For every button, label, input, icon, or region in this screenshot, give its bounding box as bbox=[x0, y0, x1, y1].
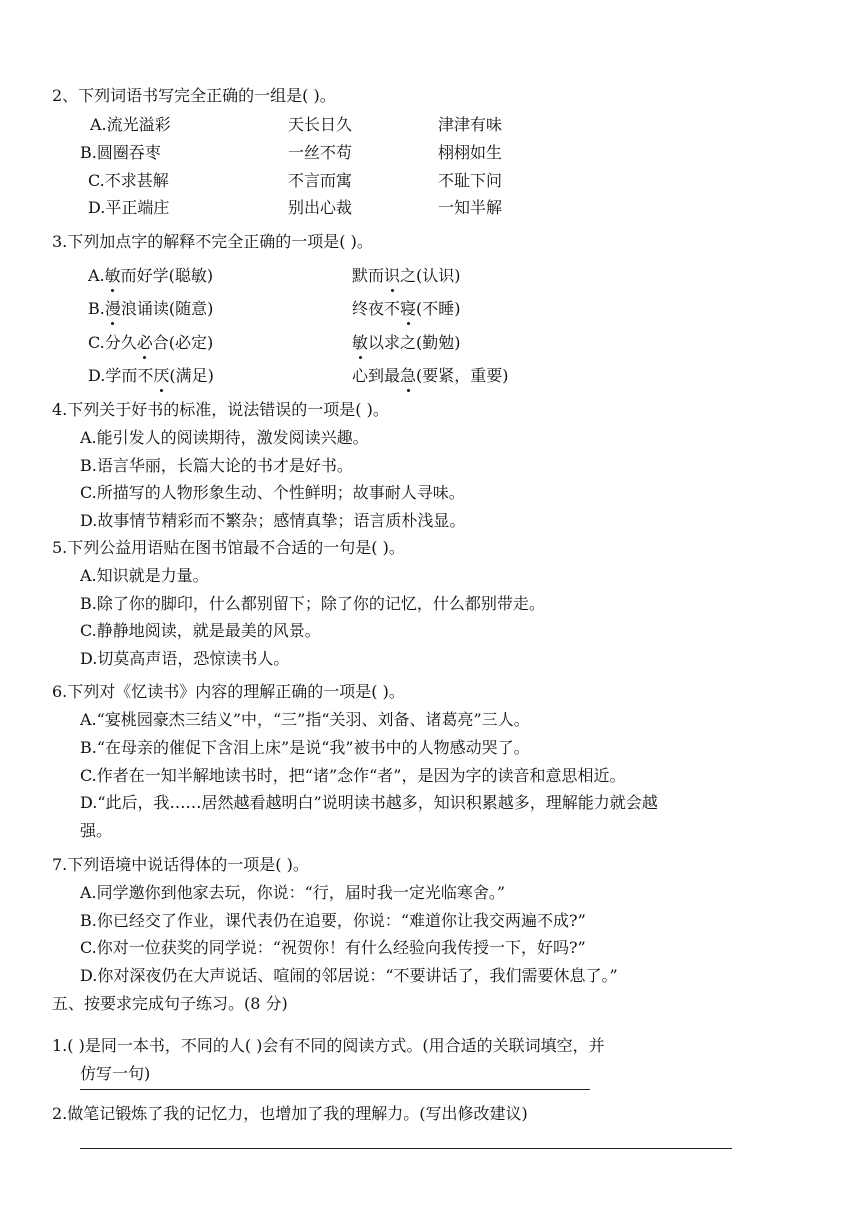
q2-b-2: 一丝不苟 bbox=[288, 143, 353, 162]
q3-b-left bbox=[88, 299, 213, 319]
q3-stem: 3.下列加点字的解释不完全正确的一项是( )。 bbox=[52, 232, 373, 251]
q5-stem: 5.下列公益用语贴在图书馆最不合适的一句是( )。 bbox=[52, 538, 405, 557]
q7-stem: 7.下列语境中说话得体的一项是( )。 bbox=[52, 855, 309, 874]
q2-a-2: 天长日久 bbox=[288, 115, 353, 134]
q2-b-3: 栩栩如生 bbox=[438, 143, 503, 162]
q3-a-rest: 而好学(聪敏) bbox=[120, 266, 214, 285]
s5-item1-line1: 1.( )是同一本书，不同的人( )会有不同的阅读方式。(用合适的关联词填空，并 bbox=[52, 1036, 605, 1055]
q3-a-left bbox=[88, 266, 213, 286]
q2-d-1: D.平正端庄 bbox=[88, 198, 170, 217]
q2-d-2: 别出心裁 bbox=[288, 198, 353, 217]
q4-stem: 4.下列关于好书的标准，说法错误的一项是( )。 bbox=[52, 400, 389, 419]
q3-d-label: D.学而不 bbox=[88, 366, 154, 385]
q3-c-label: C.分久 bbox=[88, 333, 137, 352]
q3-a-right-rest: 之(认识) bbox=[400, 266, 461, 285]
q2-b-1: B.圆圈吞枣 bbox=[80, 143, 161, 162]
q3-c-dotted-char: 必 bbox=[136, 333, 153, 352]
q2-d-3: 一知半解 bbox=[438, 198, 503, 217]
q7-option-b: B.你已经交了作业，课代表仍在追要，你说：“难道你让我交两遍不成?” bbox=[80, 911, 586, 930]
q3-c-right-rest: 以求之(勤勉) bbox=[368, 333, 461, 352]
q3-a-label: A. bbox=[88, 266, 105, 285]
q5-option-a: A.知识就是力量。 bbox=[80, 566, 209, 585]
s5-item2-answer-line[interactable] bbox=[80, 1148, 732, 1149]
q7-option-c: C.你对一位获奖的同学说：“祝贺你！有什么经验向我传授一下，好吗?” bbox=[80, 938, 586, 957]
q3-c-left bbox=[88, 333, 213, 353]
q3-a-right bbox=[352, 266, 461, 286]
q3-c-rest: 合(必定) bbox=[152, 333, 214, 352]
s5-item2-line1: 2.做笔记锻炼了我的记忆力，也增加了我的理解力。(写出修改建议) bbox=[52, 1104, 528, 1123]
q6-option-a: A.“宴桃园豪杰三结义”中，“三”指“关羽、刘备、诸葛亮”三人。 bbox=[80, 710, 530, 729]
q3-d-right-pre: 心到最 bbox=[352, 366, 401, 385]
q3-a-right-pre: 默而 bbox=[352, 266, 385, 285]
q3-b-label: B. bbox=[88, 299, 105, 318]
q6-option-d-cont: 强。 bbox=[80, 821, 113, 840]
q3-d-rest: (满足) bbox=[169, 366, 214, 385]
q3-b-right-rest: (不睡) bbox=[416, 299, 461, 318]
q3-d-left bbox=[88, 366, 214, 386]
q7-option-a: A.同学邀你到他家去玩，你说：“行，届时我一定光临寒舍。” bbox=[80, 883, 506, 902]
q3-b-right-pre: 终夜不 bbox=[352, 299, 401, 318]
q3-d-right-dotted-char: 急 bbox=[400, 366, 417, 385]
q3-b-right bbox=[352, 299, 461, 319]
q3-b-rest: 浪诵读(随意) bbox=[120, 299, 214, 318]
section5-heading: 五、按要求完成句子练习。(8 分) bbox=[52, 994, 288, 1013]
s5-item1-answer-line[interactable] bbox=[80, 1089, 590, 1090]
q4-option-d: D.故事情节精彩而不繁杂；感情真挚；语言质朴浅显。 bbox=[80, 511, 466, 530]
q6-option-b: B.“在母亲的催促下含泪上床”是说“我”被书中的人物感动哭了。 bbox=[80, 738, 530, 757]
q7-option-d: D.你对深夜仍在大声说话、喧闹的邻居说：“不要讲话了，我们需要休息了。” bbox=[80, 966, 618, 985]
q3-a-right-dotted-char: 识 bbox=[384, 266, 401, 285]
q2-a-1: A.流光溢彩 bbox=[90, 115, 171, 134]
q4-option-c: C.所描写的人物形象生动、个性鲜明；故事耐人寻味。 bbox=[80, 483, 465, 502]
q6-option-d: D.“此后，我……居然越看越明白”说明读书越多，知识积累越多，理解能力就会越 bbox=[80, 793, 658, 812]
q5-option-b: B.除了你的脚印，什么都别留下；除了你的记忆，什么都别带走。 bbox=[80, 594, 545, 613]
q2-c-3: 不耻下问 bbox=[438, 171, 503, 190]
q3-b-dotted-char: 漫 bbox=[104, 299, 121, 318]
q3-a-dotted-char: 敏 bbox=[104, 266, 121, 285]
q6-stem: 6.下列对《忆读书》内容的理解正确的一项是( )。 bbox=[52, 682, 405, 701]
q5-option-d: D.切莫高声语，恐惊读书人。 bbox=[80, 649, 290, 668]
q3-c-right-dotted-char: 敏 bbox=[352, 333, 369, 352]
q3-d-dotted-char: 厌 bbox=[153, 366, 170, 385]
q2-a-3: 津津有味 bbox=[438, 115, 503, 134]
q3-b-right-dotted-char: 寝 bbox=[400, 299, 417, 318]
s5-item1-line2: 仿写一句) bbox=[80, 1064, 151, 1083]
q2-c-1: C.不求甚解 bbox=[88, 171, 169, 190]
q6-option-c: C.作者在一知半解地读书时，把“诸”念作“者”，是因为字的读音和意思相近。 bbox=[80, 766, 626, 785]
q4-option-a: A.能引发人的阅读期待，激发阅读兴趣。 bbox=[80, 428, 369, 447]
q3-d-right-rest: (要紧，重要) bbox=[416, 366, 509, 385]
q3-d-right bbox=[352, 366, 509, 386]
q3-c-right bbox=[352, 333, 461, 353]
q4-option-b: B.语言华丽，长篇大论的书才是好书。 bbox=[80, 456, 353, 475]
q5-option-c: C.静静地阅读，就是最美的风景。 bbox=[80, 621, 321, 640]
q2-c-2: 不言而寓 bbox=[288, 171, 353, 190]
q2-stem: 2、下列词语书写完全正确的一组是( )。 bbox=[52, 86, 336, 105]
